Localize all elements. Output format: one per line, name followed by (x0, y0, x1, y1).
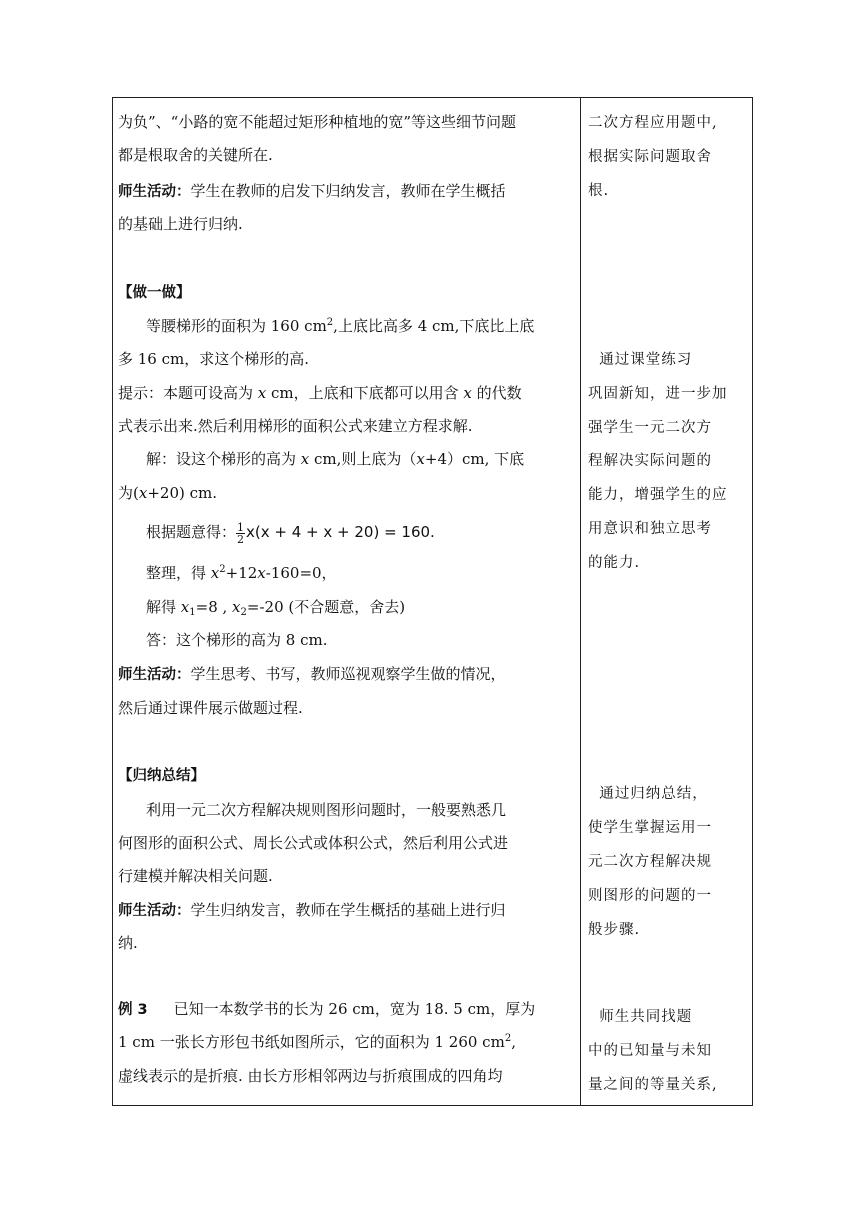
example-line (118, 1032, 516, 1052)
hint-line (118, 383, 522, 403)
superscript: 2 (326, 317, 334, 328)
problem-text: ,上底比高多 4 cm,下底比上底 (333, 317, 535, 335)
example-text: , (511, 1033, 516, 1051)
superscript: 2 (219, 564, 226, 575)
side-note-line: 师生共同找题 (588, 1009, 693, 1025)
solution-text: =8 , (195, 598, 233, 616)
solution-text: -160=0， (265, 564, 337, 582)
problem-line: 多 16 cm，求这个梯形的高. (118, 350, 310, 368)
side-note-line: 根. (588, 183, 610, 199)
equation-line (146, 519, 435, 545)
activity-text: 学生思考、书写，教师巡视观察学生做的情况， (190, 665, 506, 683)
variable: x (300, 450, 310, 468)
equation-body: x(x + 4 + x + 20) = 160. (246, 523, 435, 541)
side-note-line: 通过课堂练习 (588, 352, 693, 368)
side-note-line: 根据实际问题取舍 (588, 149, 712, 165)
variable: x (210, 564, 220, 582)
activity-text: 学生归纳发言，教师在学生概括的基础上进行归 (190, 901, 506, 919)
problem-line (146, 316, 534, 336)
variable: x (416, 450, 425, 468)
side-note-line: 用意识和独立思考 (588, 521, 712, 537)
side-note-line: 通过归纳总结， (588, 786, 708, 802)
side-note-line: 则图形的问题的一 (588, 888, 712, 904)
example-text: 1 cm 一张长方形包书纸如图所示，它的面积为 1 260 cm (118, 1033, 505, 1051)
solution-text: +12 (225, 564, 258, 582)
solution-line (146, 563, 337, 583)
side-note-line: 使学生掌握运用一 (588, 820, 712, 836)
solution-line (146, 449, 524, 469)
variable: x (257, 564, 266, 582)
side-note-line: 般步骤. (588, 922, 641, 938)
side-note-line: 程解决实际问题的 (588, 453, 712, 469)
example-text: 已知一本数学书的长为 26 cm，宽为 18. 5 cm，厚为 (173, 1000, 536, 1018)
example-line: 虚线表示的是折痕. 由长方形相邻两边与折痕围成的四角均 (118, 1067, 503, 1085)
solution-line (118, 483, 217, 503)
activity-label: 师生活动： (118, 184, 191, 200)
side-note-line: 二次方程应用题中, (588, 115, 718, 131)
summary-line: 何图形的面积公式、周长公式或体积公式，然后利用公式进 (118, 834, 509, 852)
answer-line: 答：这个梯形的高为 8 cm. (146, 631, 328, 649)
activity-line (118, 900, 506, 921)
solution-text: +4）cm, 下底 (424, 450, 525, 468)
solution-line (146, 597, 405, 617)
section-heading-summary: 【归纳总结】 (118, 768, 205, 784)
text-line: 纳. (118, 934, 138, 952)
solution-text: 解得 (146, 598, 181, 616)
solution-text: 为( (118, 484, 139, 502)
solution-text: =-20 (不合题意，舍去) (246, 598, 406, 616)
equation-label: 根据题意得： (146, 523, 237, 541)
subscript: 1 (189, 607, 196, 618)
column-divider (580, 97, 581, 1106)
summary-line: 利用一元二次方程解决规则图形问题时，一般要熟悉几 (146, 801, 507, 819)
side-note-line: 能力，增强学生的应 (588, 487, 728, 503)
activity-line (118, 181, 506, 202)
fraction-numerator: 1 (237, 520, 245, 534)
solution-text: 解：设这个梯形的高为 (146, 450, 301, 468)
side-note-line: 量之间的等量关系, (588, 1077, 718, 1093)
variable: x (257, 384, 267, 402)
side-note-line: 的能力. (588, 555, 641, 571)
text-line: 的基础上进行归纳. (118, 215, 243, 233)
activity-text: 学生在教师的启发下归纳发言，教师在学生概括 (190, 182, 506, 200)
activity-label: 师生活动： (118, 903, 191, 919)
superscript: 2 (504, 1033, 512, 1044)
side-note-line: 巩固新知，进一步加 (588, 386, 728, 402)
hint-text: 的代数 (471, 384, 522, 402)
solution-text: cm,则上底为（ (309, 450, 417, 468)
side-note-line: 强学生一元二次方 (588, 420, 712, 436)
variable: x (180, 598, 190, 616)
side-note-line: 元二次方程解决规 (588, 854, 712, 870)
summary-line: 行建模并解决相关问题. (118, 867, 273, 885)
section-heading-try: 【做一做】 (118, 285, 191, 301)
text-line: 为负”、“小路的宽不能超过矩形种植地的宽”等这些细节问题 (118, 113, 517, 131)
solution-text: 整理，得 (146, 564, 211, 582)
subscript: 2 (240, 607, 247, 618)
variable: x (138, 484, 148, 502)
problem-text: 等腰梯形的面积为 160 cm (146, 317, 327, 335)
activity-label: 师生活动： (118, 667, 191, 683)
fraction (236, 522, 245, 545)
solution-text: +20) cm. (147, 484, 217, 502)
example-line (118, 999, 535, 1020)
example-label: 例 3 (118, 1002, 148, 1018)
hint-text: 提示：本题可设高为 (118, 384, 258, 402)
fraction-denominator: 2 (237, 532, 245, 546)
activity-line (118, 664, 506, 685)
hint-line: 式表示出来.然后利用梯形的面积公式来建立方程求解. (118, 417, 473, 435)
side-note-line: 中的已知量与未知 (588, 1043, 712, 1059)
text-line: 然后通过课件展示做题过程. (118, 699, 303, 717)
text-line: 都是根取舍的关键所在. (118, 146, 273, 164)
hint-text: cm，上底和下底都可以用含 (266, 384, 464, 402)
variable: x (463, 384, 472, 402)
variable: x (232, 598, 241, 616)
